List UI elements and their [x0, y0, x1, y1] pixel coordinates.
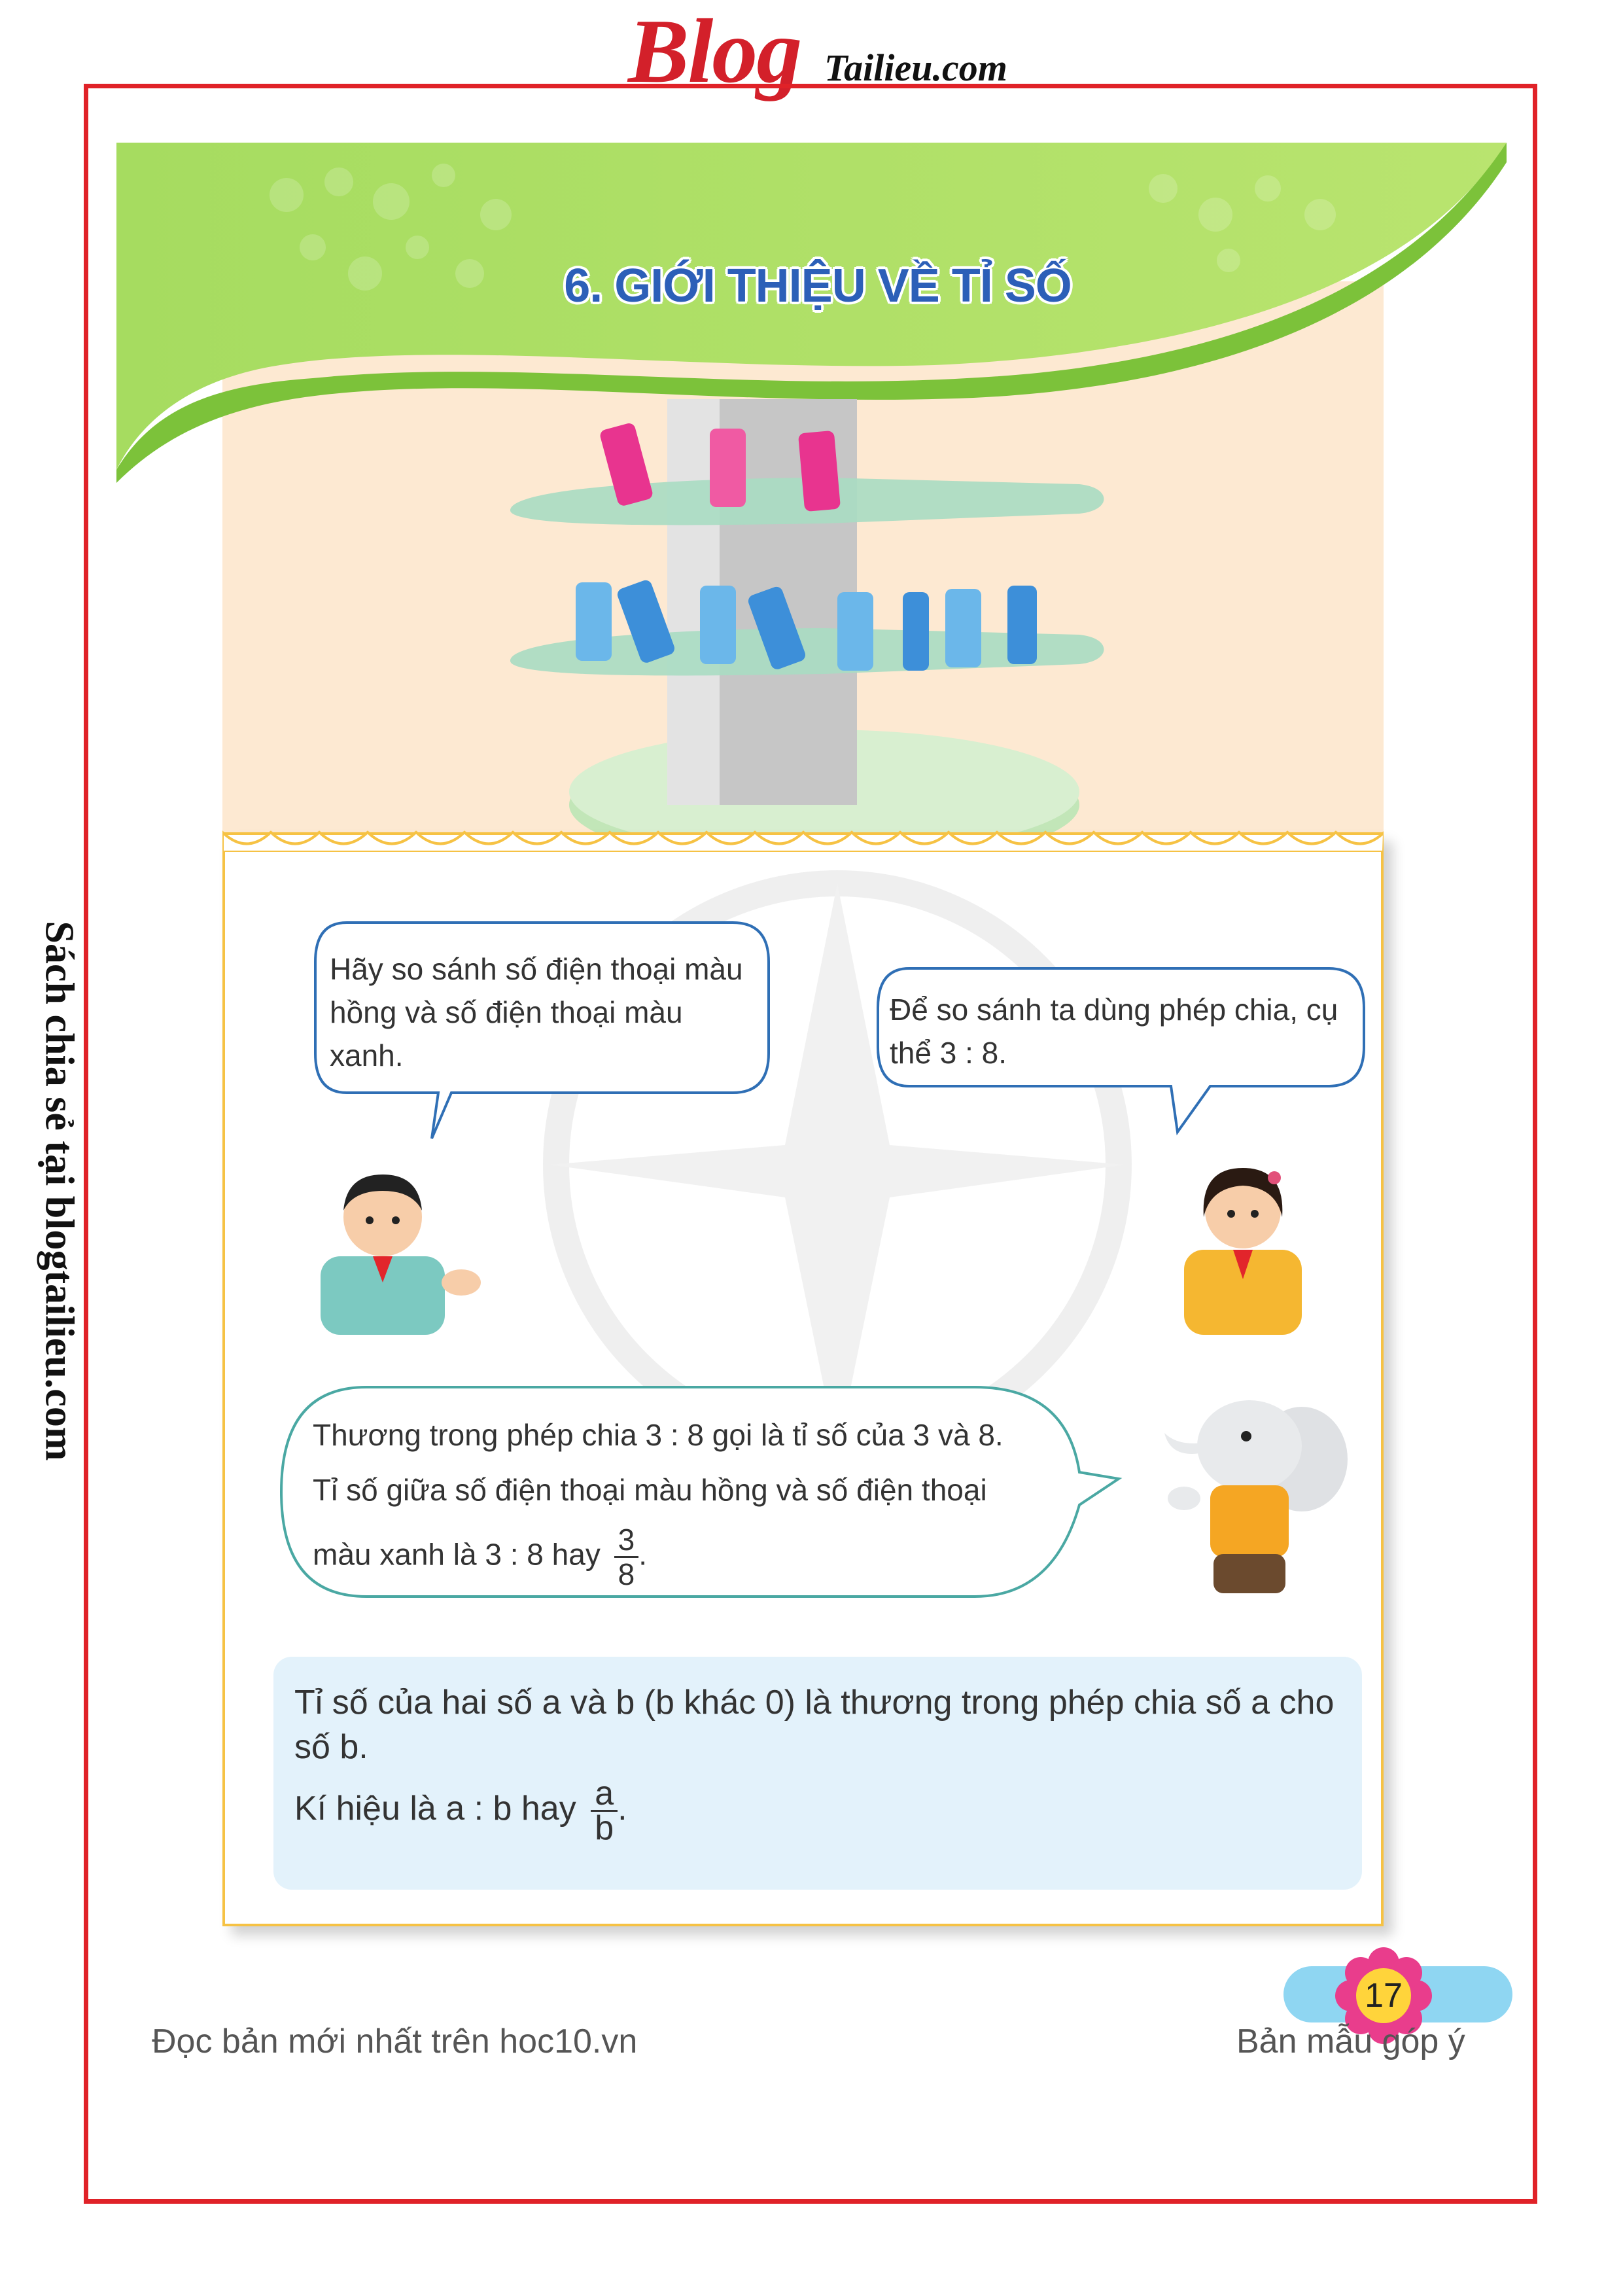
fraction-a-b: $\frac{a}{b}$	[591, 1777, 618, 1845]
elephant-character	[1151, 1387, 1348, 1603]
bubble-girl-text: Để so sánh ta dùng phép chia, cụ thể 3 : 8.	[890, 993, 1338, 1070]
footer-link-hoc10[interactable]: Đọc bản mới nhất trên hoc10.vn	[152, 2022, 638, 2060]
bubble-elephant-line3: màu xanh là 3 : 8 hay $\frac{3}{8}$ .	[313, 1523, 647, 1591]
boy-character	[314, 1152, 484, 1335]
side-watermark-text: Sách chia sẻ tại blogtailieu.com	[37, 921, 82, 1461]
bubble-boy-text: Hãy so sánh số điện thoại màu hồng và số điện thoại màu xanh.	[330, 952, 743, 1072]
phone-shelf-illustration	[458, 386, 1178, 857]
girl-character	[1178, 1139, 1308, 1335]
bubble-elephant-line2: Tỉ số giữa số điện thoại màu hồng và số điện thoại	[313, 1473, 987, 1507]
bubble-elephant-line1: Thương trong phép chia 3 : 8 gọi là tỉ số của 3 và 8.	[313, 1418, 1003, 1452]
bubble-elephant-text	[313, 1413, 1072, 1591]
fraction-3-8: $\frac{3}{8}$	[614, 1523, 639, 1591]
definition-line1: Tỉ số của hai số a và b (b khác 0) là thương trong phép chia số a cho số b.	[294, 1684, 1335, 1766]
definition-text	[294, 1680, 1348, 1845]
logo-blog: Blog	[628, 1, 801, 102]
lesson-title: 6. GIỚI THIỆU VỀ TỈ SỐ	[564, 260, 1072, 312]
footer-draft-label: Bản mẫu góp ý	[1236, 2022, 1465, 2060]
logo-tailieu: Tailieu.com	[824, 46, 1007, 89]
page-number: 17	[1365, 1977, 1403, 2015]
definition-line2: Kí hiệu là a : b hay $\frac{a}{b}$ .	[294, 1775, 627, 1847]
site-logo	[628, 1, 1034, 102]
